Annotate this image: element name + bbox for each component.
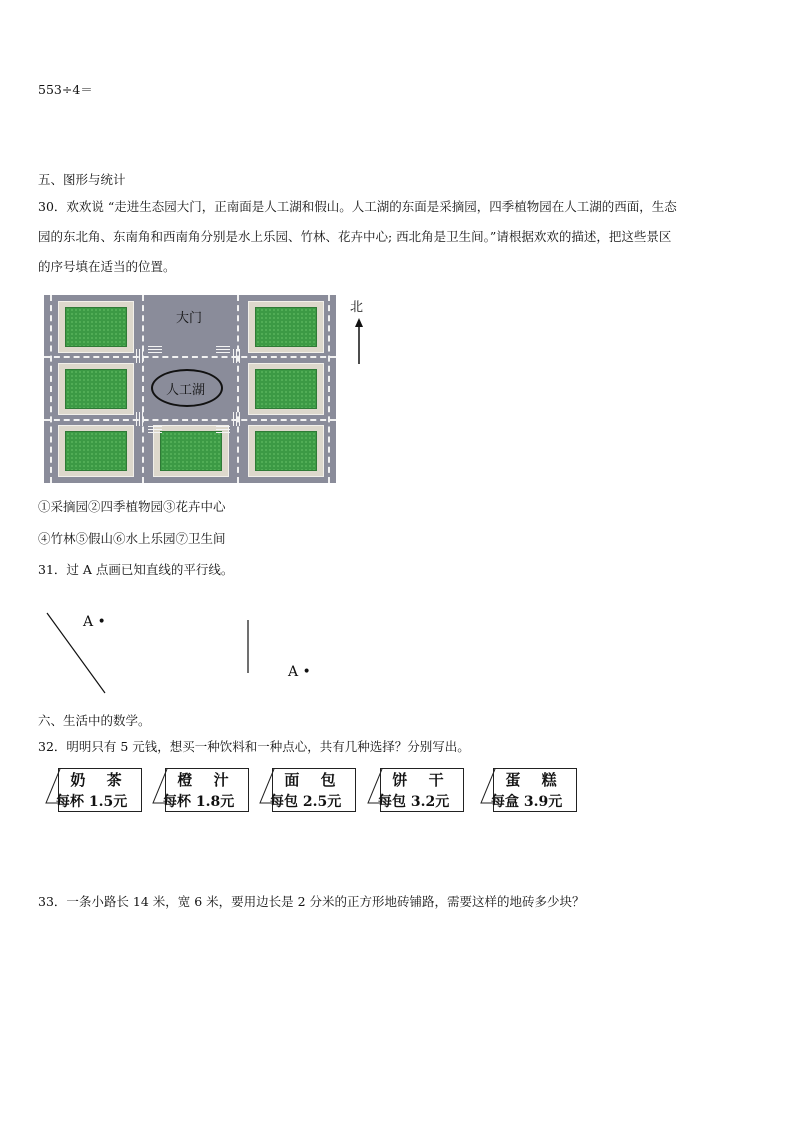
item-price: 每杯 1.8元 [163,794,235,810]
road-marking [50,295,52,483]
point-a-label-1: A • [83,614,106,630]
q32-text: 32．明明只有 5 元钱，想买一种饮料和一种点心，共有几种选择？分别写出。 [38,739,470,754]
crosswalk [233,412,241,426]
road-marking [44,356,336,358]
q33-text: 33．一条小路长 14 米，宽 6 米，要用边长是 2 分米的正方形地砖铺路，需要这样的地砖多少块？ [38,894,585,909]
map-block-ne[interactable] [248,301,324,353]
q30-legend-line2: ④竹林⑤假山⑥水上乐园⑦卫生间 [38,531,226,546]
item-name: 奶 茶 [70,771,130,789]
north-label: 北 [350,300,364,315]
q31-text: 31．过 A 点画已知直线的平行线。 [38,562,234,577]
map-block-nw[interactable] [58,301,134,353]
crosswalk [148,345,162,353]
q30-text-line1: 30．欢欢说 “走进生态园大门，正南面是人工湖和假山。人工湖的东面是采摘园，四季植物园在人工湖的西面，生态 [38,199,677,214]
q30-text-line2: 园的东北角、东南角和西南角分别是水上乐园、竹林、花卉中心; 西北角是卫生间。”请根据欢欢的描述，把这些景区 [38,229,672,244]
item-name: 面 包 [284,771,344,789]
lake-label: 人工湖 [166,383,206,398]
point-a-label-2: A • [288,664,311,680]
item-name: 蛋 糕 [505,771,565,789]
map-block-se[interactable] [248,425,324,477]
park-map [44,295,336,483]
road-marking [237,295,239,483]
road-marking [328,295,330,483]
q30-legend-line1: ①采摘园②四季植物园③花卉中心 [38,499,226,514]
item-price: 每包 3.2元 [378,794,450,810]
map-block-e[interactable] [248,363,324,415]
crosswalk [136,412,144,426]
north-arrow-icon [352,318,366,366]
crosswalk [233,349,241,363]
item-price: 每包 2.5元 [270,794,342,810]
crosswalk [216,345,230,353]
item-price: 每杯 1.5元 [56,794,128,810]
road-marking [142,295,144,483]
map-block-sw[interactable] [58,425,134,477]
item-name: 饼 干 [392,771,452,789]
road-marking [44,419,336,421]
crosswalk [136,349,144,363]
crosswalk [148,425,162,433]
item-price: 每盒 3.9元 [491,794,563,810]
gate-label: 大门 [176,311,203,326]
section6-title: 六、生活中的数学。 [38,713,151,728]
item-name: 橙 汁 [177,771,237,789]
crosswalk [216,425,230,433]
section5-title: 五、图形与统计 [38,172,126,187]
q29-expression: 553÷4＝ [38,82,93,97]
map-block-w[interactable] [58,363,134,415]
q31-given-lines [40,605,260,700]
q30-text-line3: 的序号填在适当的位置。 [38,259,176,274]
